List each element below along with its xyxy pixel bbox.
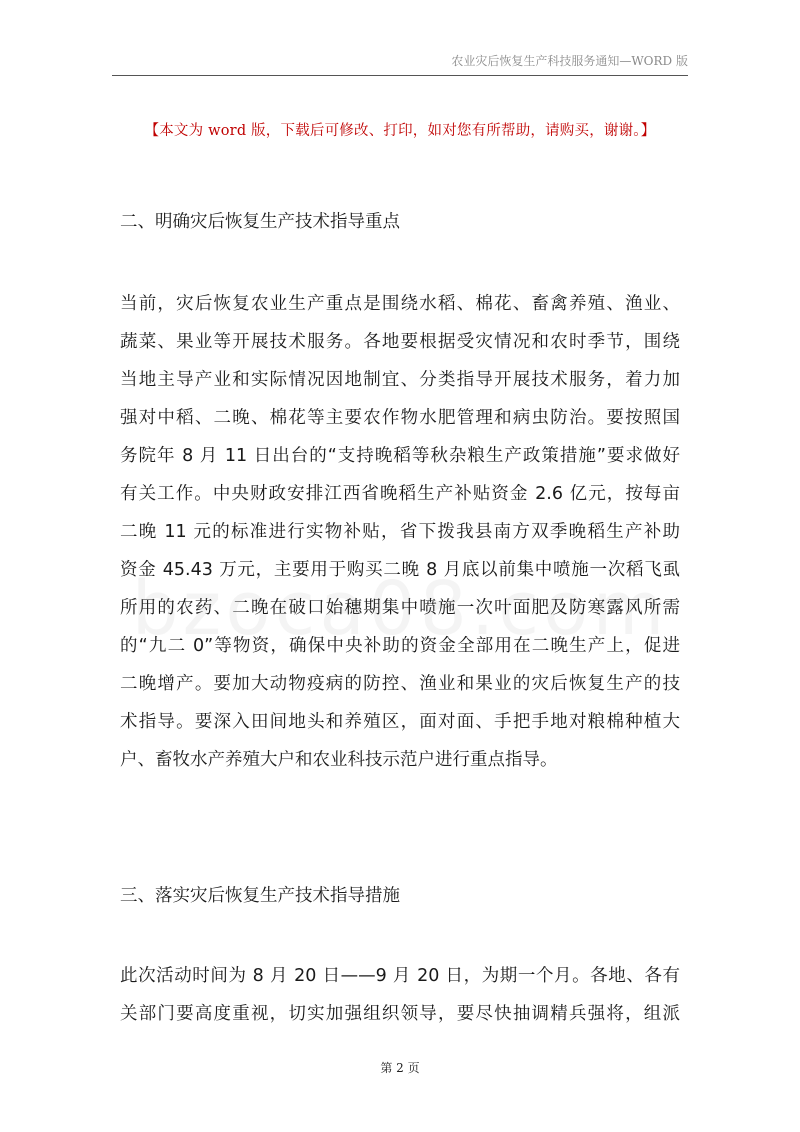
section-3-paragraph <box>120 964 680 1040</box>
paragraph-line: 术指导。要深入田间地头和养殖区，面对面、手把手地对粮棉种植大 <box>120 712 680 732</box>
download-notice: 【本文为 word 版，下载后可修改、打印，如对您有所帮助，请购买，谢谢。】 <box>144 123 656 139</box>
paragraph-line: 当地主导产业和实际情况因地制宜、分类指导开展技术服务，着力加 <box>120 370 680 390</box>
paragraph-line: 有关工作。中央财政安排江西省晚稻生产补贴资金 2.6 亿元，按每亩 <box>120 484 680 504</box>
paragraph-line: 此次活动时间为 8 月 20 日——9 月 20 日，为期一个月。各地、各有 <box>120 966 680 986</box>
paragraph-line: 二晚 11 元的标准进行实物补贴，省下拨我县南方双季晚稻生产补助 <box>120 522 680 542</box>
paragraph-line: 当前，灾后恢复农业生产重点是围绕水稻、棉花、畜禽养殖、渔业、 <box>120 294 680 314</box>
paragraph-line: 二晚增产。要加大动物疫病的防控、渔业和果业的灾后恢复生产的技 <box>120 674 680 694</box>
page-header-title: 农业灾后恢复生产科技服务通知—WORD 版 <box>451 54 688 68</box>
paragraph-line: 强对中稻、二晚、棉花等主要农作物水肥管理和病虫防治。要按照国 <box>120 408 680 428</box>
paragraph-line: 资金 45.43 万元，主要用于购买二晚 8 月底以前集中喷施一次稻飞虱 <box>120 560 680 580</box>
paragraph-line: 所用的农药、二晚在破口始穗期集中喷施一次叶面肥及防寒露风所需 <box>120 598 680 618</box>
paragraph-line: 务院年 8 月 11 日出台的“支持晚稻等秋杂粮生产政策措施”要求做好 <box>120 446 680 466</box>
header-divider <box>112 75 688 76</box>
paragraph-line: 关部门要高度重视，切实加强组织领导，要尽快抽调精兵强将，组派 <box>120 1004 680 1024</box>
paragraph-line: 蔬菜、果业等开展技术服务。各地要根据受灾情况和农时季节，围绕 <box>120 332 680 352</box>
page-number: 第 2 页 <box>380 1061 420 1075</box>
paragraph-line: 的“九二 0”等物资，确保中央补助的资金全部用在二晚生产上，促进 <box>120 636 680 656</box>
section-2-paragraph <box>120 292 680 786</box>
section-heading-2: 二、明确灾后恢复生产技术指导重点 <box>120 212 400 232</box>
paragraph-line: 户、畜牧水产养殖大户和农业科技示范户进行重点指导。 <box>120 750 558 770</box>
section-heading-3: 三、落实灾后恢复生产技术指导措施 <box>120 886 400 906</box>
